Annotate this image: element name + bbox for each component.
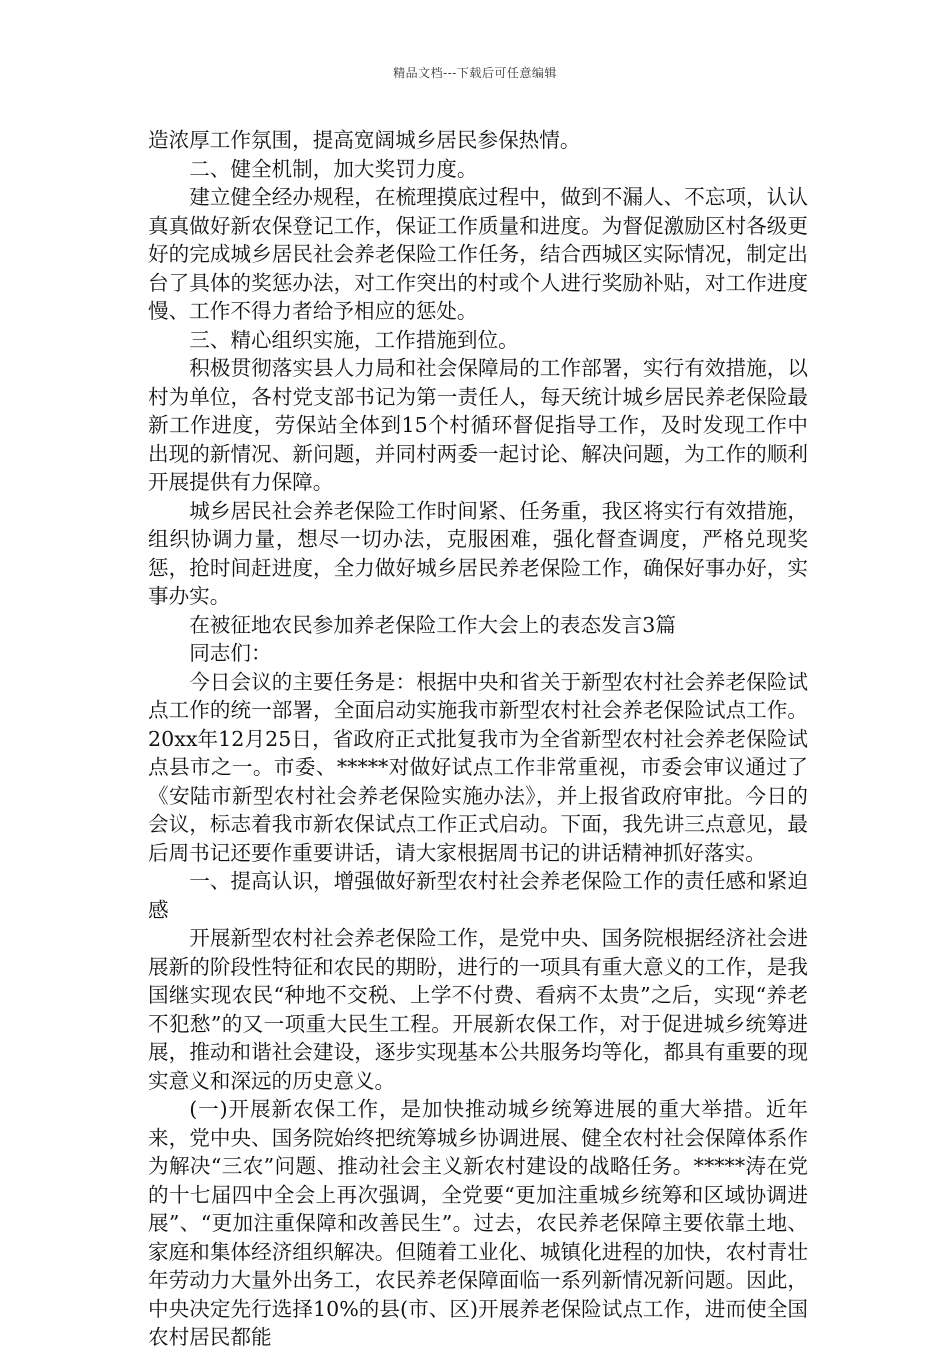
section-heading: 二、健全机制，加大奖罚力度。 <box>189 156 478 181</box>
section-heading: 一、提高认识，增强做好新型农村社会养老保险工作的责任感和紧迫感 <box>148 869 808 922</box>
section-heading: 三、精心组织实施，工作措施到位。 <box>189 327 519 352</box>
document-body <box>148 126 808 1352</box>
salutation: 同志们： <box>189 641 272 665</box>
page-header: 精品文档---下载后可任意编辑 <box>393 66 557 80</box>
paragraph: 积极贯彻落实县人力局和社会保障局的工作部署，实行有效措施，以村为单位，各村党支部书记为第一责任人，每天统计城乡居民养老保险最新工作进度，劳保站全体到15个村循环督促指导工作，及时发现工作中出现的新情况、新问题，并同村两委一起讨论、解决问题，为工作的顺利开展提供有力保障。 <box>148 356 808 494</box>
paragraph: 今日会议的主要任务是：根据中央和省关于新型农村社会养老保险试点工作的统一部署，全面启动实施我市新型农村社会养老保险试点工作。20xx年12月25日，省政府正式批复我市为全省新型农村社会养老保险试点县市之一。市委、*****对做好试点工作非常重视，市委会审议通过了《安陆市新型农村社会养老保险实施办法》，并上报省政府审批。今日的会议，标志着我市新农保试点工作正式启动。下面，我先讲三点意见，最后周书记还要作重要讲话，请大家根据周书记的讲话精神抓好落实。 <box>148 669 808 865</box>
paragraph: 开展新型农村社会养老保险工作，是党中央、国务院根据经济社会进展新的阶段性特征和农民的期盼，进行的一项具有重大意义的工作，是我国继实现农民“种地不交税、上学不付费、看病不太贵”之后，实现“养老不犯愁”的又一项重大民生工程。开展新农保工作，对于促进城乡统筹进展，推动和谐社会建设，逐步实现基本公共服务均等化，都具有重要的现实意义和深远的历史意义。 <box>148 926 808 1093</box>
paragraph: 城乡居民社会养老保险工作时间紧、任务重，我区将实行有效措施，组织协调力量，想尽一切办法，克服困难，强化督查调度，严格兑现奖惩，抢时间赶进度，全力做好城乡居民养老保险工作，确保好事办好，实事办实。 <box>148 498 808 608</box>
paragraph: (一)开展新农保工作，是加快推动城乡统筹进展的重大举措。近年来，党中央、国务院始终把统筹城乡协调进展、健全农村社会保障体系作为解决“三农”问题、推动社会主义新农村建设的战略任务。*****涛在党的十七届四中全会上再次强调，全党要“更加注重城乡统筹和区域协调进展”、“更加注重保障和改善民生”。过去，农民养老保障主要依靠土地、家庭和集体经济组织解决。但随着工业化、城镇化进程的加快，农村青壮年劳动力大量外出务工，农民养老保障面临一系列新情况新问题。因此，中央决定先行选择10%的县(市、区)开展养老保险试点工作，进而使全国农村居民都能 <box>148 1097 808 1349</box>
article-title: 在被征地农民参加养老保险工作大会上的表态发言3篇 <box>189 612 676 637</box>
paragraph: 建立健全经办规程，在梳理摸底过程中，做到不漏人、不忘项，认认真真做好新农保登记工作，保证工作质量和进度。为督促激励区村各级更好的完成城乡居民社会养老保险工作任务，结合西城区实际情况，制定出台了具体的奖惩办法，对工作突出的村或个人进行奖励补贴，对工作进度慢、工作不得力者给予相应的惩处。 <box>148 185 808 323</box>
paragraph: 造浓厚工作氛围，提高宽阔城乡居民参保热情。 <box>148 128 581 152</box>
